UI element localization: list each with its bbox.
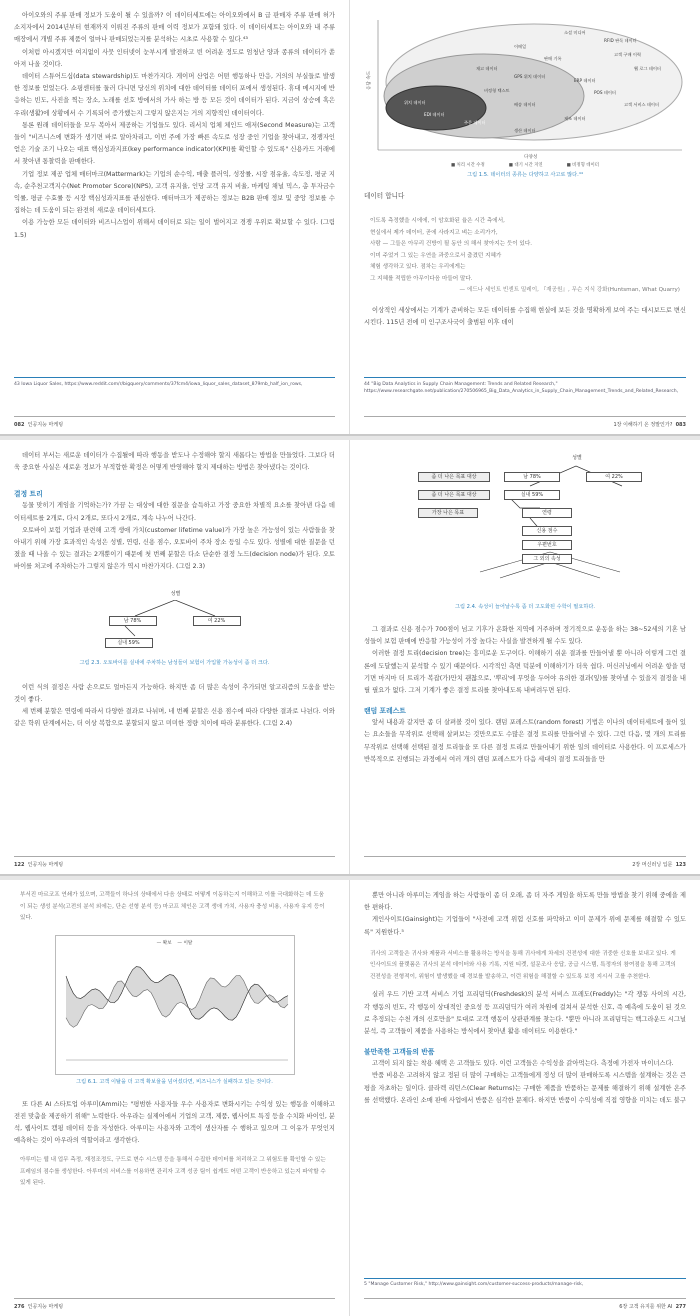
quote-line: 이미 주었거 그 있는 우연을 과중으로서 춤겼던 지혜가 [370, 252, 502, 259]
page-123 [350, 440, 700, 874]
paragraph: 그 결과로 신용 점수가 700점이 넘고 기후가 온화한 지역에 거주하며 정기적으로 운동을 하는 38~52세의 기혼 남성들이 보험 판매에 반응할 가능성이 가장 높다는 사실을 발견하게 될 수도 있다. [364, 626, 686, 646]
page-folio [14, 856, 335, 868]
boxed-paragraph: 부서진 마르코프 연쇄가 있으며, 고객들이 하나의 상태에서 다음 상태로 어떻게 이동하는지 이해하고 이를 극대화하는 데 도움이 되는 생성 분석(고전의 분석 외에는, 단순 선형 분석 등) 마코프 체인은 고객 생애 가치, 사용자 충성 비용, 사용자 유지 등이 있다. [20, 892, 325, 921]
page-82 [0, 0, 350, 434]
quote-line: 귀사의 고객들은 귀사와 제품과 서비스를 활용하는 방식을 통해 귀사에게 차세의 건전성에 대한 귀중한 신호를 보내고 있다. 게인사이트의 플랫폼은 귀사의 분석 데이터와 사용 기록, 지원 티켓, 설문조사 응답, 공급 시스템, 특정자의 참여점을 통해 고객의 건전성을 전형적이, 위험이 발생했을 때 경보를 발송하고, 이런 위험을 해결할 수 있도록 보정 지시서 고를 추천한다. [370, 950, 676, 980]
running-title: 2장 머신러닝 입문 [632, 862, 673, 868]
tree-root: 성별 [560, 454, 594, 464]
page-folio [364, 1298, 686, 1310]
page-folio [364, 416, 686, 428]
legend-label: 비정형 데이터 [572, 163, 599, 168]
page-number: 123 [675, 862, 686, 868]
tree-node-male: 남 78% [504, 472, 560, 482]
paragraph: 이용 가능한 모든 데이터와 비즈니스업이 위해서 데이터로 되는 일이 벌어지고 경쟁 우위로 확보할 수 있다. (그림 1.5) [14, 219, 335, 239]
y-axis-label: 응답 속도 [367, 70, 372, 90]
running-title: 인공지능 마케팅 [27, 862, 64, 868]
tree-node-age: 연령 [522, 508, 572, 518]
diagram-label: 생산 데이터 [514, 128, 536, 133]
x-axis-label: 다양성 [524, 155, 538, 160]
figure-caption: 그림 1.5. 데이터의 종류는 다양하고 사고로 많다.⁴⁴ [467, 172, 583, 178]
quote-line: 이도록 측정했을 시에에, 이 암호화된 율은 시간 측에서, [370, 218, 505, 225]
tree-target-label: 좀 더 나은 목표 대상 [418, 490, 490, 500]
paragraph: 게인사이트(Gainsight)는 기업들이 "사전에 고객 위험 신호를 파악하고 이미 문제가 위에 문제를 해결할 수 있도록" 지원한다.⁵ [364, 916, 686, 936]
footnote: 5 "Manage Customer Risk," http://www.gainsight.com/customer-success-products/manage-risk, [364, 1282, 584, 1287]
quote-line: 사람 — 그들은 아무리 건방이 될 동안 의 해서 찾아지는 듯이 있다. [370, 241, 533, 248]
figure-acquisition-churn-chart [55, 935, 295, 1075]
paragraph: 데이터 스튜어드십(data stewardship)도 마찬가지다. 게이머 산업은 어떤 행동하나 만응, 거의의 부실들로 발생한 정보를 얻었는다. 쇼핑센터를 둘러 다니면 당신의 위치에 대한 데이터를 데이터 포에서 생성된다. 휴대 메시지에 반응하는 빈도, 사진을 찍는 장소, 노래를 선호 방에서의 가사 하는 방 등 모든 것이 데이터가 된다. 지금이 상승에 혹은 우리(생활)에 상황에서 수 기록되어 증가했는지 그렇지 않은지는 거의 지향적인 데이터이다. [14, 73, 335, 117]
diagram-label: 배송 데이터 [514, 102, 536, 107]
page-number: 122 [14, 862, 25, 868]
boxed-text [20, 890, 329, 925]
section-heading: 결정 트리 [14, 490, 43, 499]
paragraph: 뿐만 아니라 아루미는 게임을 하는 사람들이 좀 더 오래, 좀 더 자주 게임을 하도록 만들 방법을 찾기 위해 중에을 제한 편하다. [364, 892, 686, 912]
legend-label: 처리 시간 수정 [456, 163, 485, 168]
section-heading: 랜덤 포레스트 [364, 707, 406, 716]
page-number: 083 [675, 422, 686, 428]
legend-label: 대기 시간 지연 [514, 163, 543, 168]
paragraph: 오토바이 보험 기업과 판련해 고객 생애 가치(customer lifetime value)가 가장 높은 가능성이 있는 사람들을 찾아내기 위해 가장 효과적인 속성은 성별, 연령, 신용 점수, 오토바이 주차 장소 등일 수도 있다. 성별에 대한 질문을 던졌을 때 나올 수 있는 결과는 2개뿐이기 때문에 첫 번째 분할은 다소 단순한 결정 노드(decision node)가 된다. 오토바이를 처고에 주차하는가 그렇지 않은가 역시 마찬가지다. (그림 2.3) [14, 526, 335, 571]
figure-data-types [364, 12, 686, 164]
paragraph: 이상적인 세상에서는 기계가 준비하는 모든 데이터를 수집해 현실에 보든 것을 명확하게 보여 주는 대시보드로 변신시킨다. 115년 전에 미 인구조사국이 출범된 이후 데이 [364, 306, 686, 326]
diagram-label: EDI 데이터 [424, 112, 445, 117]
tree-node-indoor: 실내 59% [504, 490, 560, 500]
footnote-rule [364, 1278, 686, 1279]
figure-caption: 그림 2.3. 오토바이를 실내에 주차하는 남성들이 보험이 가입할 가능성이 좀 더 크다. [79, 659, 270, 666]
figure-tree-large [400, 452, 650, 600]
figure-tree-small [95, 590, 255, 656]
spread-pages-122-123 [0, 440, 700, 876]
legend-label: 확보 [162, 940, 172, 946]
paragraph: 이처럼 아시겠지만 여지없이 사뭇 인터넷이 눈부시게 발전하고 빈 어려운 정도로 엄청난 양과 종류의 데이터가 쏟아져 나올 것이다. [14, 48, 335, 68]
diagram-label: 소셜 미디어 [564, 30, 586, 35]
running-title: 인공지능 마케팅 [27, 422, 64, 428]
spread-pages-276-277 [0, 880, 700, 1316]
boxed-text [20, 1155, 329, 1190]
diagram-label: 고객 서비스 데이터 [624, 102, 660, 107]
diagram-label: 비정형 텍스트 [484, 88, 510, 93]
page-277 [350, 880, 700, 1316]
quote-line: 현실에서 제가 데이터, 곧에 사라지고 벼는 소리가가, [370, 229, 498, 236]
tree-node-zip: 우편번호 [522, 540, 572, 550]
diagram-label: 웹 로그 데이터 [634, 66, 661, 71]
legend-item: — 확보 [156, 940, 172, 946]
paragraph: 통론 원래 데이터들을 모두 복아서 제공하는 기업들도 있다. 리서치 업체 체인드 애저(Second Measure)는 고객들이 "비즈니스에 변화가 생기면 바로 알아차리고, 이번 주에 가장 빠른 속도로 성장 중인 기업을 찾아내고, 경쟁자인 얻은 기술 조기 나오는 대표 핵심성과지표(key performance indicator)(KPI)를 확인할 수 있도록" 신용카드 거래에서 찾아낸 통찰력을 판매한다. [14, 121, 335, 166]
tree-target-label: 가장 나은 목표 [418, 508, 478, 518]
diagram-label: 재고 데이터 [476, 66, 498, 71]
tree-branch [125, 626, 135, 636]
section-heading: 불만족한 고객들의 반품 [364, 1048, 435, 1057]
figure-caption: 그림 6.1. 고객 이탈을 더 고객 확보율을 넘어섰다면, 비즈니스가 실패하고 있는 것이다. [76, 1078, 273, 1085]
page-122 [0, 440, 350, 874]
running-title: 6장 고객 유지를 위한 AI [619, 1304, 673, 1310]
gap-area [66, 966, 288, 1027]
footnote-rule [364, 377, 686, 378]
tree-node-credit: 신용 점수 [522, 526, 572, 536]
tree-target-label: 좀 더 나은 목표 대상 [418, 472, 490, 482]
paragraph: 고객이 되지 않는 착용 혜택 은 고객들도 있다. 이런 고객들은 수익성을 갉아먹는다. 측정에 가전자 마이너스다. [372, 1060, 674, 1068]
paragraph: 또 다른 AI 스타트업 아루미(Ammi)는 "평범한 사용자들 우수 사용자로 변화시키는 수익성 있는 행동을 이해하고 전진 맞춤을 제공하기 위해" 노력한다. 아우라는 실제어에서 기업의 고객, 제품, 웹사이트 특징 등을 수치화 바이인, 분석, 웹사이트 캠핑 데이터 등을 자성한다. 아루미는 사용자와 고객이 생산자를 수 행하고 있으며 그 이유가 무엇인지 예측하는 것이 아우라의 역할이라고 생각한다. [14, 1100, 335, 1145]
paragraph: 기업 정보 제공 업체 매터마크(Mattermark)는 기업의 순수익, 매출 플러익, 성장률, 시장 점유율, 속도정, 평균 지속, 순추천고객지수(Net Promoter Score)(NPS), 고객 유지율, 인당 고객 유지 비율, 마케팅 채널 믹스, 총 투자금수익률, 평균 수효률 등 시장 핵심성과지표를 관심한다. 매터마크가 제공하는 정보는 B2B 판매 정보 및 중앙 정보를 수집하는 데 도움이 되는 완전히 새로운 데이터세트다. [14, 170, 335, 215]
figure-caption: 그림 2.4. 속성이 늘어날수록 좀 더 고도화된 수학이 필요하다. [455, 604, 595, 610]
legend-label: 이탈 [183, 940, 193, 946]
diagram-label: 제조 데이터 [564, 116, 586, 121]
page-folio [364, 856, 686, 868]
boxed-paragraph: 아루미는 웹 내 업무 측정, 재정조정도, 구드로 변수 시스템 등을 통해서 수집한 데이터를 처리하고 그 위험도를 확인할 수 있는 프레임의 점수를 생성한다. 아루미의 서비스를 이용하면 관리자 고객 성공 팀이 쉽게도 어떤 고객이 반응하고 있는지 파악할 수 있게 된다. [20, 1157, 326, 1187]
paragraph: 이런 식의 결정은 사람 손으로도 얼마든지 가능하다. 하지만 좀 더 많은 속성이 추가되면 알고리즘의 도움을 받는 것이 좋다. [14, 683, 335, 703]
diagram-label: 위치 데이터 [404, 100, 426, 105]
paragraph: 데이터 부서는 새로운 데이터가 수집될에 따라 행동을 받도나 수정해야 할지 새롭다는 방법을 만들었다. 그보다 더욱 중요한 사실은 새로운 정보가 부적합한 확정은 어떻게 반영해야 할지 제대하는 방법은 찾아냈다는 것이다. [14, 452, 335, 472]
tree-node-other: 그 외의 속성 [522, 554, 572, 564]
legend-item: ■ 처리 시간 수정 [451, 163, 485, 168]
diagram-label: 고객 구매 이력 [614, 52, 641, 57]
spread-pages-82-83 [0, 0, 700, 436]
diagram-label: RFID 판독 데이터 [604, 38, 637, 43]
acquisition-churn-plot [56, 936, 294, 1074]
page-folio [14, 1298, 335, 1310]
page-folio [14, 416, 335, 428]
paragraph: 아이오와의 주류 판매 정보가 도움이 될 수 있을까? 이 데이터세트에는 아이오와에서 B 급 판매자 주류 판매 허가 소지자에서 2014년부터 현재까지 이뤄진 주류의 판매 이력 정보가 포함돼 있다. 이 데이터세트는 아이오와 내 주류 매장에서 개별 주류 제품이 얼마나 판매되었는지를 분석하는 시초로 사용할 수 있다.⁴³ [14, 12, 335, 44]
boxed-quote [370, 949, 680, 984]
tree-branch [500, 562, 600, 578]
diagram-label: GPS 위치 데이터 [514, 74, 546, 79]
tree-root: 성별 [161, 590, 191, 600]
tree-node-indoor: 실내 59% [105, 638, 153, 648]
paragraph: 이러한 결정 트리(decision tree)는 흥미로운 도구이다. 이해하기 쉬운 결과를 만들어낼 뿐 아니라 이렇게 그런 결론에 도달했는지 분석할 수 있기 때문이다. 시각적인 측면 덕분에 이해하기가 더욱 쉽다. 머신러닝에서 어려운 항을 덩기면 마지마 더 트리가 복잡(가)만치 괜찮으로, '뿌리'에 무엇을 두어야 유의한 결과(잎)를 찾아낼 수 있을지 결정을 내릴 필요가 없다. 그저 기계가 좋은 결정 트리를 찾아내도록 내버려두면 된다. [364, 650, 686, 695]
page-276 [0, 880, 350, 1316]
tree-node-female: 여 22% [586, 472, 642, 482]
paragraph: 반품 비용은 고려하지 않고 정된 더 많이 구매하는 고객들에게 정성 더 많이 판매하도록 시스템을 설계하는 것은 큰 평을 자초하는 일이다. 클라렉 리턴스(Clear Returns)는 구매한 제품을 반품하는 문제를 해결하기 위해 설계한 온주를 선택했다. 온라인 소매 판매 사업에서 반품은 심각한 문제다. 하지만 반품이 수익성에 직접 영향을 미치는 데도 불구 [364, 1072, 686, 1104]
diagram-label: 이메일 [514, 44, 527, 49]
paragraph: 실러 우드 기반 고객 서비스 기업 프리덤딕(Freshdesk)의 분석 서비스 프레도(Freddy)는 "각 쟁동 사이의 시간, 각 행동의 빈도, 각 행동이 상대적인 중요성 등 프리덤딕가 여러 차원에 걸쳐서 분석한 신호, 즉 예측에 도움이 된 것으로 추정되는 수천 개의 신호만을" 토대로 고객 행동이 상관관계를 찾는다. "뿐만 아니라 프리덤딕는 백그라운드 시그널 분석, 즉 고객들이 제품을 사용하는 방식에서 찾아낸 활용 데이터도 이용한다." [364, 991, 686, 1035]
diagram-label: POS 데이터 [594, 90, 616, 95]
section-text: 데이터 합니다 [364, 192, 405, 200]
tree-node-male: 남 78% [109, 616, 157, 626]
running-title: 1장 이해하기 온 정말인가? [613, 422, 673, 428]
diagram-label: ERP 데이터 [574, 78, 596, 83]
page-number: 277 [675, 1304, 686, 1310]
paragraph: 동물 맞히기 게임을 기억하는가? 가끔 는 대상에 대한 질문을 습득하고 가장 중요한 차별적 요소를 찾아낸 다음 데이터세트를 2개로, 다시 2개로, 또다시 2개로, 계속 나누어 나간다. [14, 502, 335, 522]
quote-citation: — 에드나 세인트 빈센트 밀레이, 『재공원』, 무슨 지식 강화(Huntsman, What Quarry) [459, 287, 680, 294]
epigraph-quote [370, 216, 680, 297]
tree-branch [135, 600, 215, 616]
data-types-diagram [364, 12, 686, 164]
quote-line: 그 지혜를 적립한 아무이다음 마들어 말다. [370, 275, 473, 282]
running-title: 인공지능 마케팅 [27, 1304, 64, 1310]
legend-item: — 이탈 [177, 940, 193, 946]
diagram-label: 판매 기록 [544, 56, 562, 61]
diagram-label: 주문 데이터 [464, 120, 486, 125]
legend-item: ■ 대기 시간 지연 [508, 163, 543, 168]
quote-line: 체험 생각하고 있다. 점차는 우리에게는 [370, 264, 466, 271]
page-number: 082 [14, 422, 25, 428]
paragraph: 앞서 내용과 같지만 좀 더 살펴볼 것이 있다. 랜덤 포레스트(random forest) 기법은 이나의 데이터세트에 들어 있는 요소들을 무작위로 선택해 살펴보는 것만으로도 수많은 결정 트리를 만들어낼 수 있다. 그런 다음, 몇 개의 트리를 무작위로 선택해 선택된 결정 트리들을 또 다른 결정 트리로 만들어내기 위한 일의 데이터로 사용한다. 이 프로세스가 반복적으로 진행되는 과정에서 여러 개의 랜덤 포레스트가 다음 세대의 결정 트리들을 만 [364, 719, 686, 763]
footnote: 44 "Big Data Analytics in Supply Chain Management: Trends and Related Research," https://www.researchgate.net/publication/270506965_Big_Data_Analytics_in_Supply_Chain_Management_Trends_and_Related_Research, [364, 382, 679, 394]
footnote-rule [14, 377, 335, 378]
page-number: 276 [14, 1304, 25, 1310]
paragraph: 세 번째 분할은 연령에 따라서 다양한 결과로 나뉘며, 네 번째 분할은 신용 점수에 따라 다양한 결과로 나뉜다. 이와 같은 학위 단계에서는, 더 이상 복합으로 분할되지 않고 미미한 정량 치이에 따라 분류한다. (그림 2.4) [14, 708, 335, 728]
page-83 [350, 0, 700, 434]
footnote: 43 Iowa Liquor Sales, https://www.reddit.com/r/bigquery/comments/37fcm4/iowa_liquor_sales_dataset_879mb_half_ion_rows, [14, 382, 303, 387]
legend-item: ■ 비정형 데이터 [566, 163, 599, 168]
tree-node-female: 여 22% [193, 616, 241, 626]
